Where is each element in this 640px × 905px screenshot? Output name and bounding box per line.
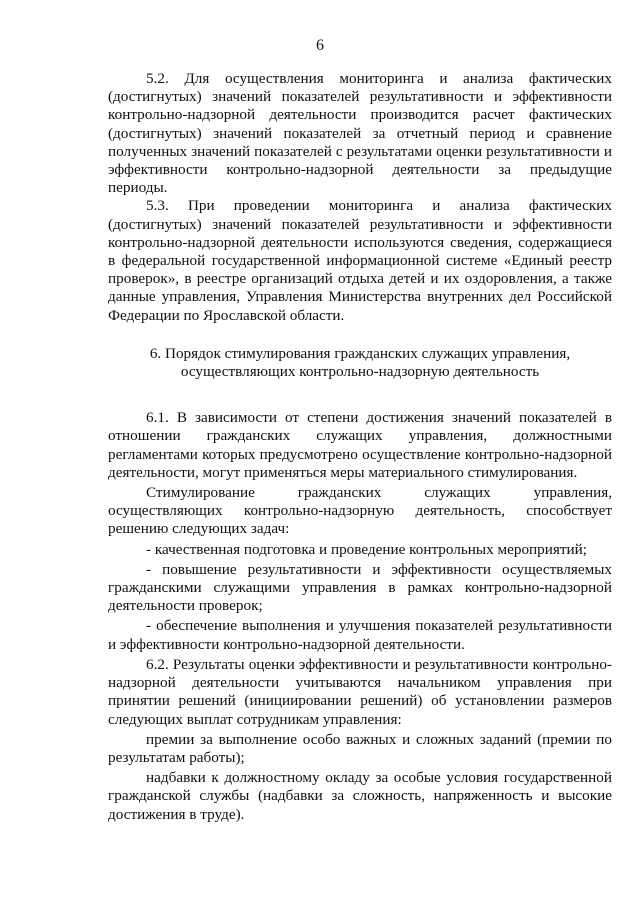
paragraph-5-2: 5.2. Для осуществления мониторинга и анализа фактических (достигнутых) значений показателей результативности и эффективности контрольно-надзорной деятельности производится расчет фактических (достигнутых) значений показателей за отчетный период и сравнение полученных значений показателей с результатами оценки результативности и эффективности контрольно-надзорной деятельности за предыдущие периоды. [108, 70, 612, 197]
paragraph-6-1: 6.1. В зависимости от степени достижения значений показателей в отношении гражданских служащих управления, должностными регламентами которых предусмотрено осуществление контрольно-надзорной деятельности, могут применяться меры материального стимулирования. [108, 409, 612, 481]
paragraph-stimulation: Стимулирование гражданских служащих управления, осуществляющих контрольно-надзорную деятельность, способствует решению следующих задач: [108, 484, 612, 538]
list-item-2: - повышение результативности и эффективности осуществляемых гражданскими служащими управления в рамках контрольно-надзорной деятельности проверок; [108, 560, 612, 615]
document-body [108, 70, 612, 824]
payment-item-1: премии за выполнение особо важных и сложных заданий (премии по результатам работы); [108, 730, 612, 766]
list-item-1: - качественная подготовка и проведение контрольных мероприятий; [146, 540, 587, 558]
payment-item-2: надбавки к должностному окладу за особые условия государственной гражданской службы (надбавки за сложность, напряженность и высокие достижения в труде). [108, 769, 612, 823]
paragraph-6-2: 6.2. Результаты оценки эффективности и результативности контрольно-надзорной деятельности учитываются начальником управления при принятии решений (инициировании решений) об установлении размеров следующих выплат сотрудникам управления: [108, 655, 612, 728]
paragraph-5-3: 5.3. При проведении мониторинга и анализа фактических (достигнутых) значений показателей результативности и эффективности контрольно-надзорной деятельности используются сведения, содержащиеся в федеральной государственной информационной системе «Единый реестр проверок», в реестре организаций отдыха детей и их оздоровления, а также данные управления, Управления Министерства внутренних дел Российской Федерации по Ярославской области. [108, 197, 612, 324]
list-item-3: - обеспечение выполнения и улучшения показателей результативности и эффективности контрольно-надзорной деятельности. [108, 617, 612, 653]
page-number: 6 [316, 37, 324, 54]
section-heading-6: 6. Порядок стимулирования гражданских служащих управления, осуществляющих контрольно-надзорную деятельность [149, 344, 571, 381]
